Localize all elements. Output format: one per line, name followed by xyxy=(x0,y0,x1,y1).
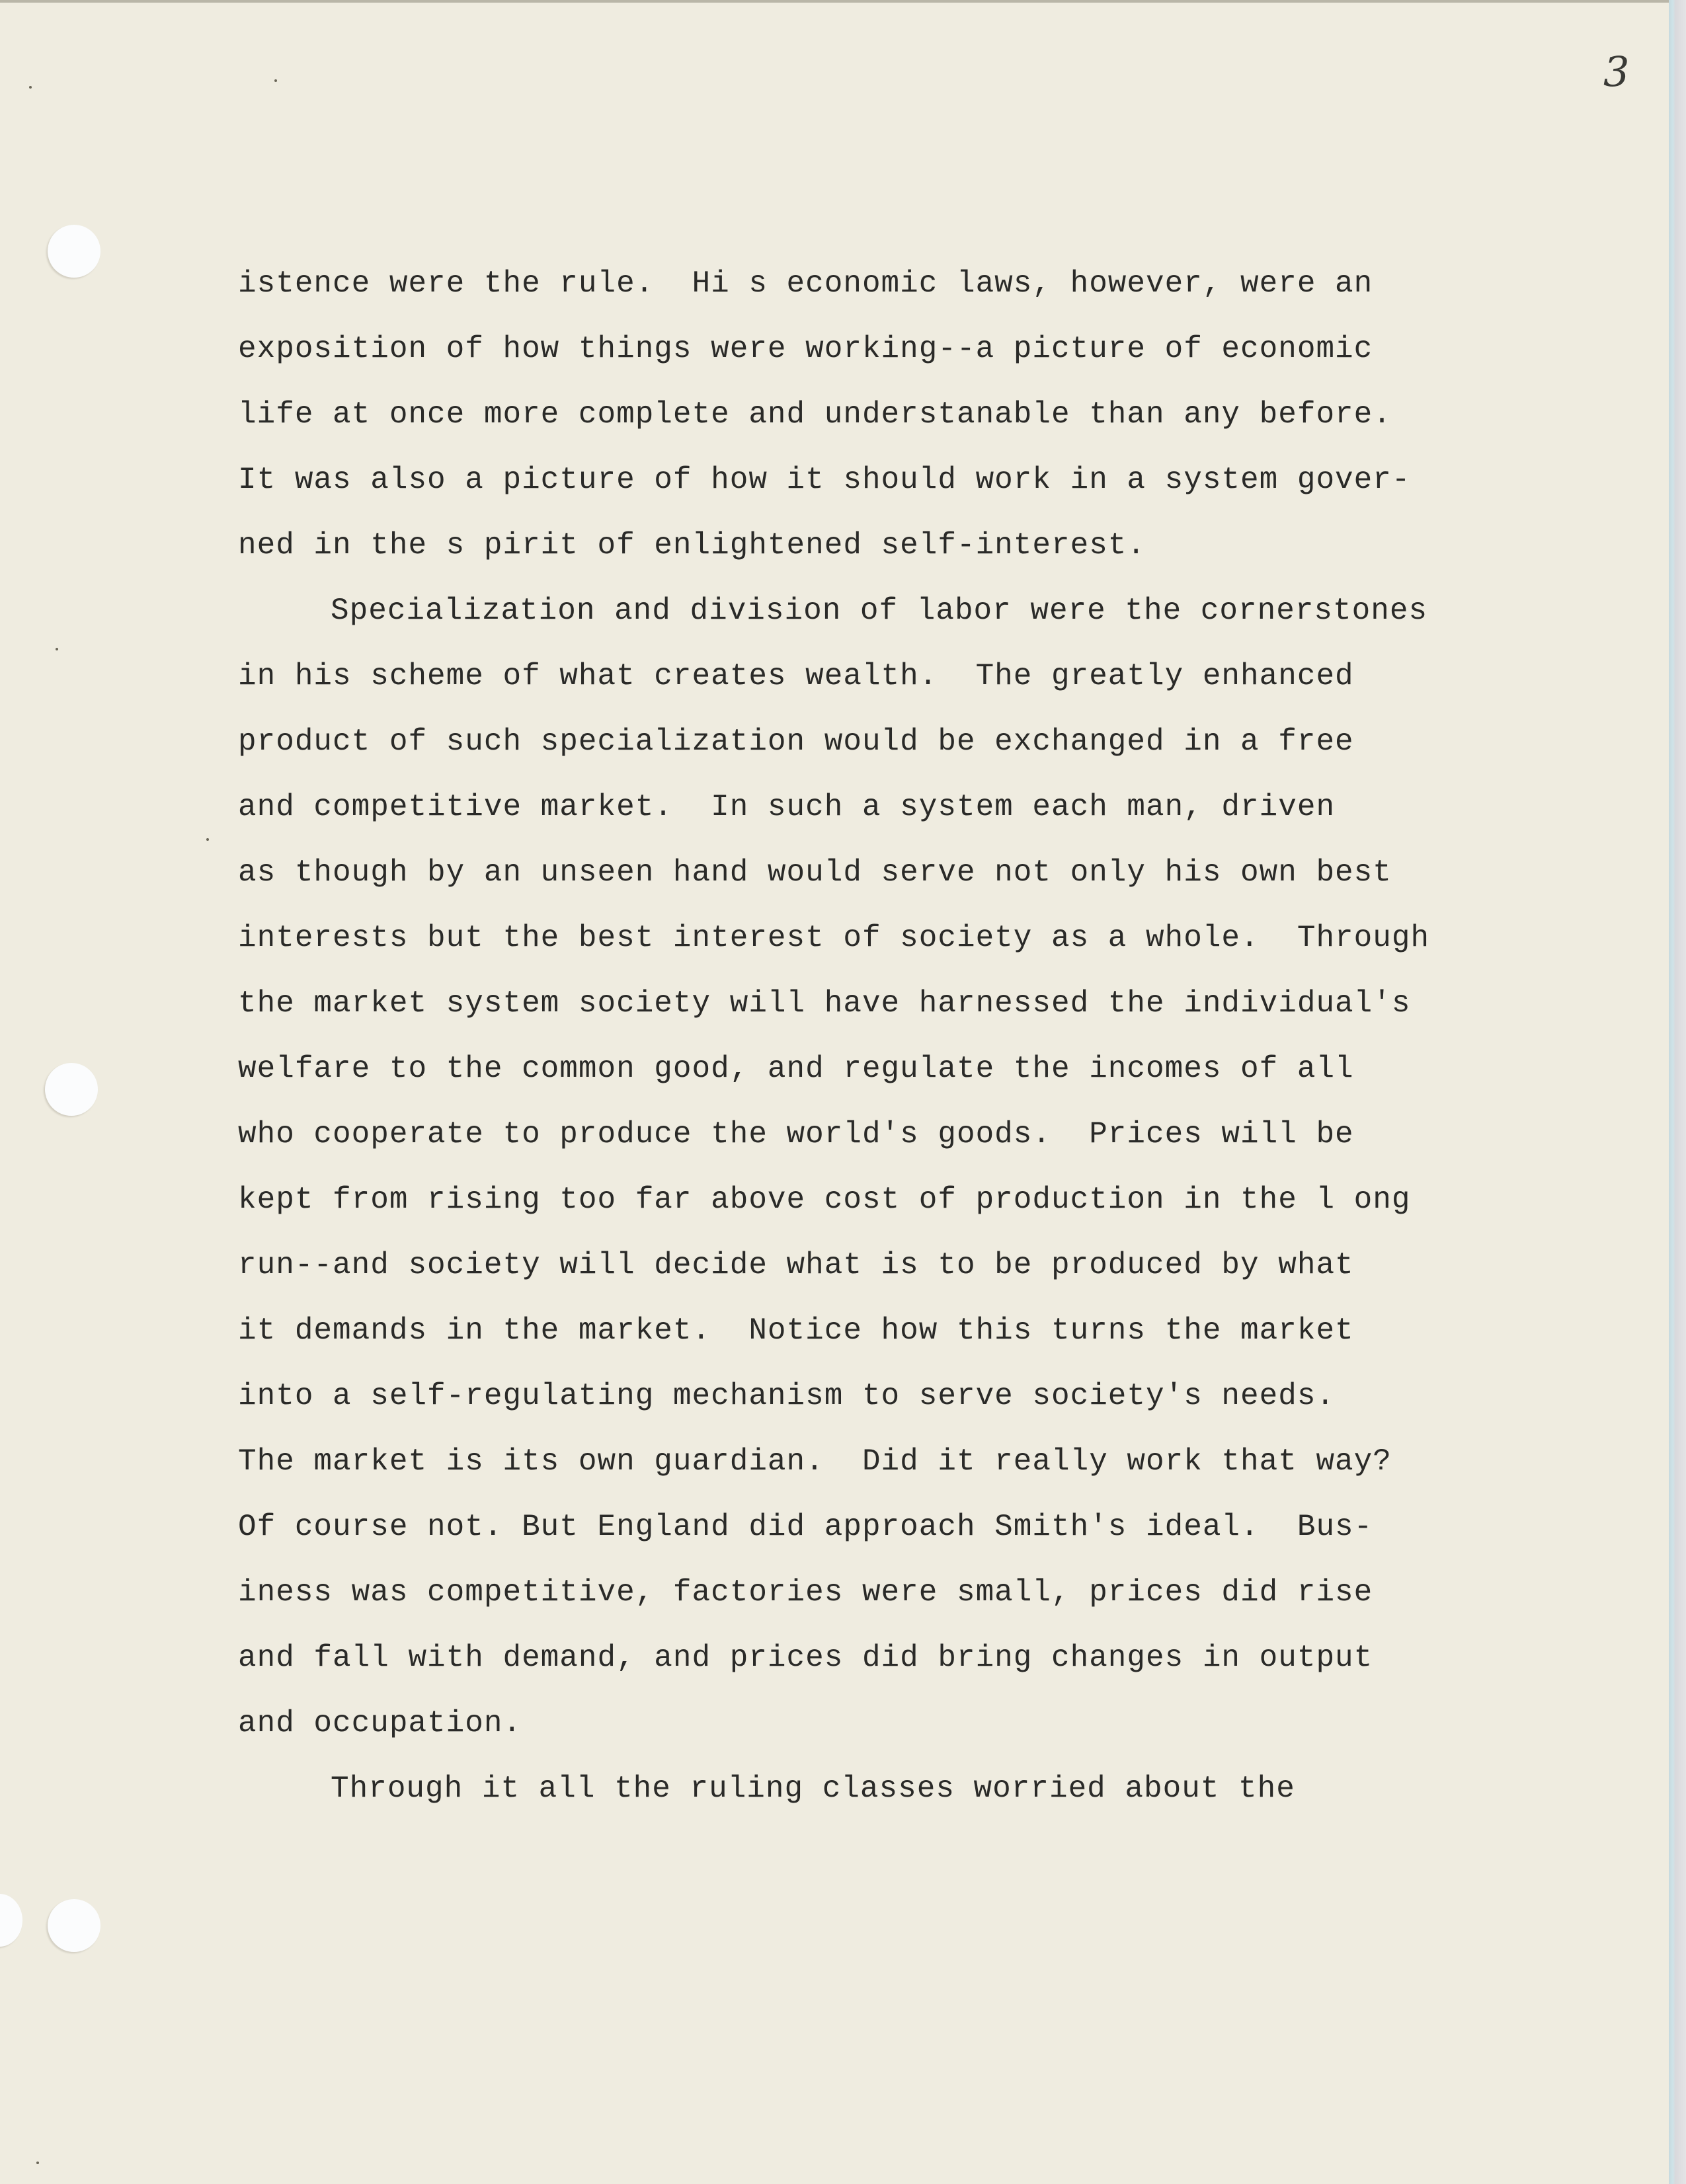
text-line: product of such specialization would be exchanged in a free xyxy=(238,724,1354,759)
paper-speck xyxy=(56,648,58,650)
text-line: Through it all the ruling classes worried about the xyxy=(331,1772,1295,1806)
punch-hole-bottom xyxy=(48,1899,100,1952)
typewritten-body xyxy=(238,251,1547,1822)
text-line: and fall with demand, and prices did bring changes in output xyxy=(238,1641,1373,1675)
text-line: as though by an unseen hand would serve not only his own best xyxy=(238,855,1392,890)
text-line: the market system society will have harnessed the individual's xyxy=(238,986,1411,1021)
text-line: in his scheme of what creates wealth. The greatly enhanced xyxy=(238,659,1354,693)
text-line: run--and society will decide what is to be produced by what xyxy=(238,1248,1354,1282)
punch-hole-top xyxy=(48,225,100,278)
text-line: istence were the rule. Hi s economic laws, however, were an xyxy=(238,266,1373,301)
text-line: iness was competitive, factories were small, prices did rise xyxy=(238,1575,1373,1610)
paragraph xyxy=(238,578,1547,1756)
text-line: welfare to the common good, and regulate the incomes of all xyxy=(238,1052,1354,1086)
punch-hole-middle xyxy=(45,1063,98,1116)
handwritten-page-number: 3 xyxy=(1603,48,1630,96)
text-line: interests but the best interest of society as a whole. Through xyxy=(238,921,1430,955)
text-line: kept from rising too far above cost of production in the l ong xyxy=(238,1183,1411,1217)
text-line: and occupation. xyxy=(238,1706,522,1740)
paragraph xyxy=(238,251,1547,578)
paper-speck xyxy=(29,86,32,89)
text-line: exposition of how things were working--a picture of economic xyxy=(238,332,1373,366)
scanner-edge xyxy=(1669,0,1686,2184)
text-line: life at once more complete and understanable than any before. xyxy=(238,397,1392,432)
text-line: Specialization and division of labor were the cornerstones xyxy=(331,594,1428,628)
text-line: who cooperate to produce the world's goods. Prices will be xyxy=(238,1117,1354,1151)
text-line: and competitive market. In such a system each man, driven xyxy=(238,790,1336,824)
text-line: ned in the s pirit of enlightened self-interest. xyxy=(238,528,1146,563)
paper-speck xyxy=(274,79,277,82)
paper-speck xyxy=(36,2162,39,2164)
punch-hole-edge xyxy=(0,1894,22,1947)
text-line: into a self-regulating mechanism to serve society's needs. xyxy=(238,1379,1336,1413)
paragraph xyxy=(238,1756,1547,1822)
text-line: Of course not. But England did approach Smith's ideal. Bus- xyxy=(238,1510,1373,1544)
text-line: it demands in the market. Notice how this turns the market xyxy=(238,1313,1354,1348)
paper-speck xyxy=(206,838,209,841)
text-line: It was also a picture of how it should work in a system gover- xyxy=(238,463,1411,497)
text-line: The market is its own guardian. Did it really work that way? xyxy=(238,1444,1392,1479)
